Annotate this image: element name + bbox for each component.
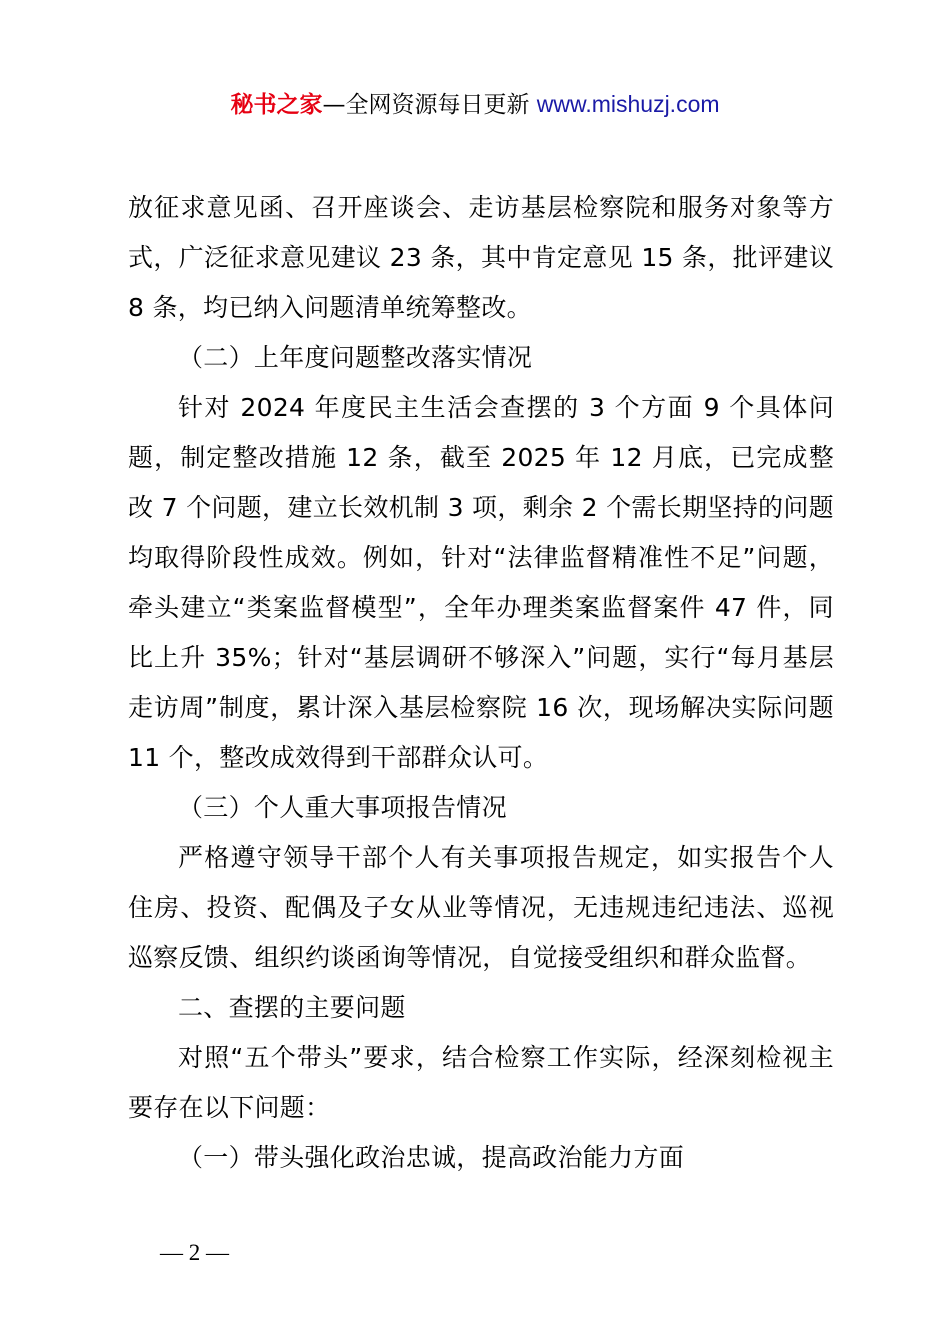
document-body [128,183,834,1183]
site-url-link[interactable]: www.mishuzj.com [536,91,720,117]
paragraph-rectification: 针对 2024 年度民主生活会查摆的 3 个方面 9 个具体问题，制定整改措施 12 条，截至 2025 年 12 月底，已完成整改 7 个问题，建立长效机制 3 项，剩余 2 个需长期坚持的问题均取得阶段性成效。例如，针对“法律监督精准性不足”问题，牵头建立“类案监督模型”，全年办理类案监督案件 47 件，同比上升 35%；针对“基层调研不够深入”问题，实行“每月基层走访周”制度，累计深入基层检察院 16 次，现场解决实际问题 11 个，整改成效得到干部群众认可。 [128,393,834,772]
chapter-heading-2: 二、查摆的主要问题 [178,993,406,1022]
site-header [0,88,950,121]
section-heading-2: （二）上年度问题整改落实情况 [178,343,533,372]
paragraph-problems-intro: 对照“五个带头”要求，结合检察工作实际，经深刻检视主要存在以下问题： [128,1043,834,1122]
page-number: — 2 — [160,1240,229,1265]
paragraph-continued: 放征求意见函、召开座谈会、走访基层检察院和服务对象等方式，广泛征求意见建议 23 条，其中肯定意见 15 条，批评建议 8 条，均已纳入问题清单统筹整改。 [128,193,834,322]
section-heading-3: （三）个人重大事项报告情况 [178,793,507,822]
paragraph-personal-report: 严格遵守领导干部个人有关事项报告规定，如实报告个人住房、投资、配偶及子女从业等情况，无违规违纪违法、巡视巡察反馈、组织约谈函询等情况，自觉接受组织和群众监督。 [128,843,834,972]
subsection-heading-1: （一）带头强化政治忠诚，提高政治能力方面 [178,1143,685,1172]
brand-name: 秘书之家 [230,92,323,118]
header-tagline: —全网资源每日更新 [322,92,537,118]
